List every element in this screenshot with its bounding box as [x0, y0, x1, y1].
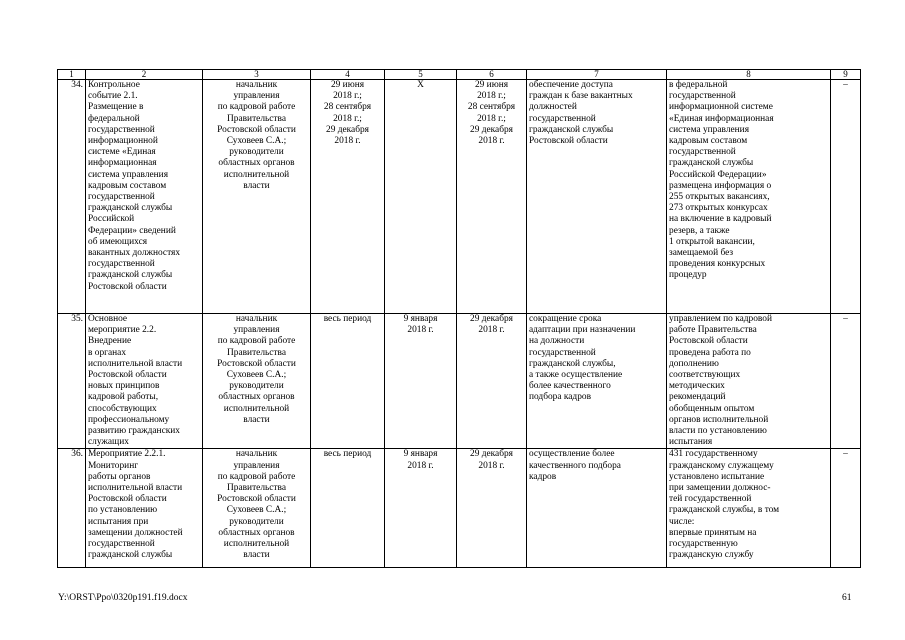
activity-name-cell: Основное мероприятие 2.2. Внедрение в органах исполнительной власти Ростовской области новых принципов кадровой работы, способствующих профессиональному развитию гражданских служащих: [86, 314, 203, 449]
header-cell: 2: [86, 70, 203, 80]
start-date-cell: весь период: [311, 314, 385, 449]
row-number: 35.: [58, 314, 86, 449]
header-cell: 6: [457, 70, 527, 80]
header-cell: 1: [58, 70, 86, 80]
expected-result-cell: обеспечение доступа граждан к базе вакантных должностей государственной гражданской службы Ростовской области: [527, 80, 667, 314]
header-cell: 3: [203, 70, 311, 80]
report-table: [57, 69, 861, 568]
activity-name-cell: Контрольное событие 2.1. Размещение в федеральной государственной информационной системе «Единая информационная система управления кадровым составом государственной гражданской службы Российской Федерации» сведений об имеющихся вакантных должностях государственной гражданской службы Ростовской области: [86, 80, 203, 314]
activity-name-cell: Мероприятие 2.2.1. Мониторинг работы органов исполнительной власти Ростовской области по установлению испытания при замещении должностей государственной гражданской службы: [86, 449, 203, 568]
expected-result-cell: сокращение срока адаптации при назначении на должности государственной гражданской службы, а также осуществление более качественного подбора кадров: [527, 314, 667, 449]
column-9-cell: –: [831, 80, 861, 314]
responsible-cell: начальник управления по кадровой работе Правительства Ростовской области Суховеев С.А.; руководители областных органов исполнительной власти: [203, 314, 311, 449]
end-date-cell: 29 декабря 2018 г.: [457, 449, 527, 568]
footer-page-number: 61: [842, 593, 852, 603]
row-number: 34.: [58, 80, 86, 314]
column-5-cell: Х: [385, 80, 457, 314]
column-5-cell: 9 января 2018 г.: [385, 314, 457, 449]
table-row: [58, 314, 861, 449]
expected-result-cell: осуществление более качественного подбора кадров: [527, 449, 667, 568]
responsible-cell: начальник управления по кадровой работе Правительства Ростовской области Суховеев С.А.; руководители областных органов исполнительной власти: [203, 449, 311, 568]
column-5-cell: 9 января 2018 г.: [385, 449, 457, 568]
column-9-cell: –: [831, 449, 861, 568]
table-row: [58, 449, 861, 568]
header-cell: 4: [311, 70, 385, 80]
header-row: [58, 70, 861, 80]
row-number: 36.: [58, 449, 86, 568]
responsible-cell: начальник управления по кадровой работе Правительства Ростовской области Суховеев С.А.; руководители областных органов исполнительной власти: [203, 80, 311, 314]
end-date-cell: 29 июня 2018 г.; 28 сентября 2018 г.; 29 декабря 2018 г.: [457, 80, 527, 314]
actual-result-cell: 431 государственному гражданскому служащему установлено испытание при замещении должнос- тей государственной гражданской службы, в том числе: впервые принятым на государственную гражданскую службу: [667, 449, 831, 568]
actual-result-cell: в федеральной государственной информационной системе «Единая информационная система управления кадровым составом государственной гражданской службы Российской Федерации» размещена информация о 255 открытых вакансиях, 273 открытых конкурсах на включение в кадровый резерв, а также 1 открытой вакансии, замещаемой без проведения конкурсных процедур: [667, 80, 831, 314]
start-date-cell: весь период: [311, 449, 385, 568]
table-row: [58, 80, 861, 314]
start-date-cell: 29 июня 2018 г.; 28 сентября 2018 г.; 29 декабря 2018 г.: [311, 80, 385, 314]
header-cell: 8: [667, 70, 831, 80]
end-date-cell: 29 декабря 2018 г.: [457, 314, 527, 449]
header-cell: 5: [385, 70, 457, 80]
column-9-cell: –: [831, 314, 861, 449]
header-cell: 9: [831, 70, 861, 80]
actual-result-cell: управлением по кадровой работе Правительства Ростовской области проведена работа по дополнению соответствующих методических рекомендаций обобщенным опытом органов исполнительной власти по установлению испытания: [667, 314, 831, 449]
header-cell: 7: [527, 70, 667, 80]
footer-file-path: Y:\ORST\Ppo\0320p191.f19.docx: [58, 593, 188, 603]
